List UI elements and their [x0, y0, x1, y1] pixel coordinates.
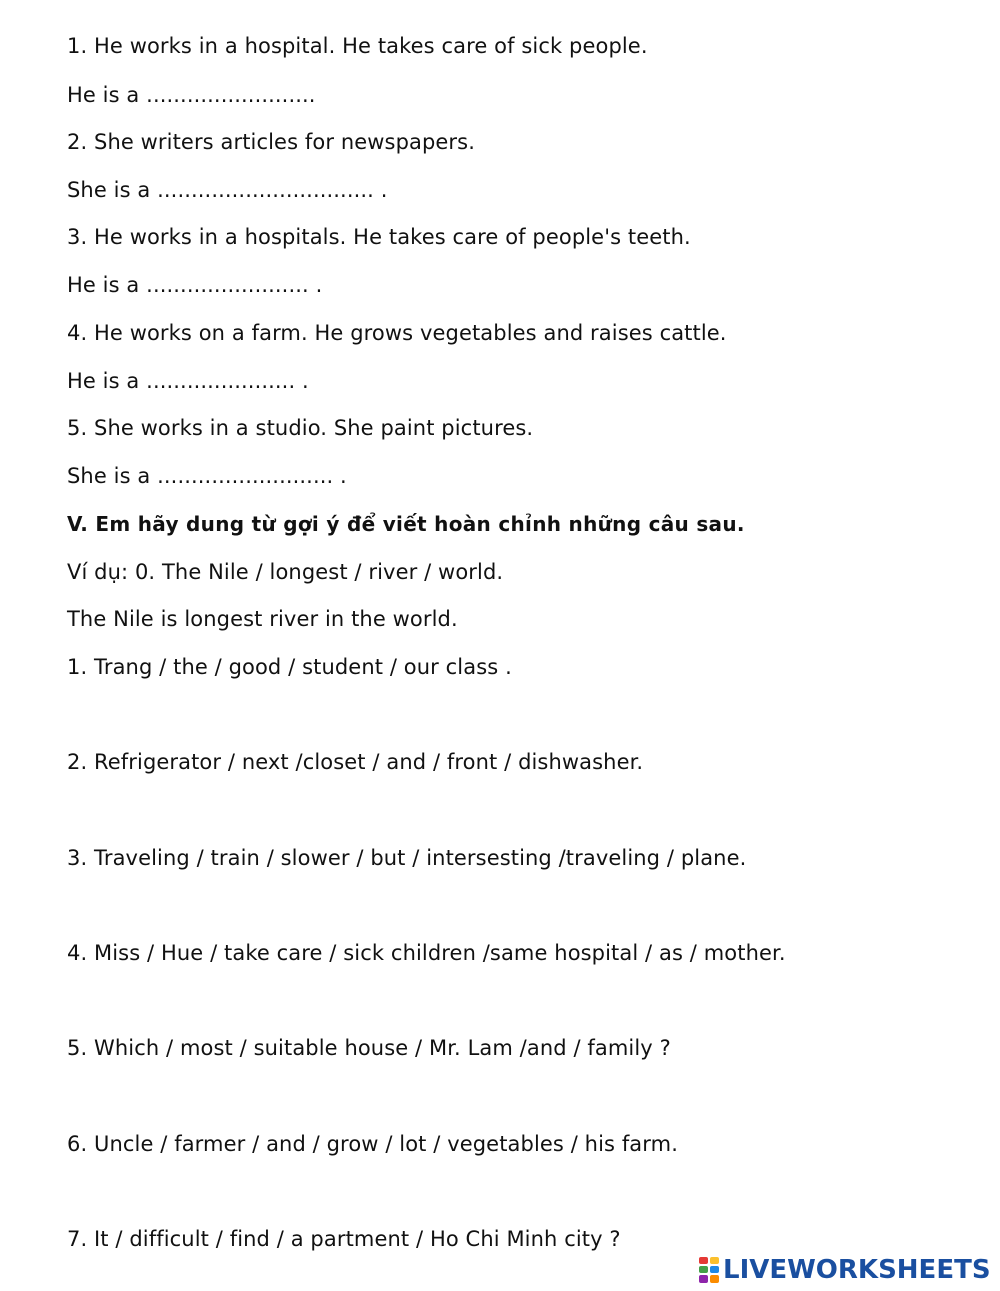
- prompt-item-6: 6. Uncle / farmer / and / grow / lot / vegetables / his farm.: [67, 1132, 678, 1156]
- question-4: 4. He works on a farm. He grows vegetables and raises cattle.: [67, 321, 727, 345]
- logo-block: [710, 1257, 719, 1264]
- logo-block: [699, 1275, 708, 1283]
- question-2: 2. She writers articles for newspapers.: [67, 130, 475, 154]
- logo-block: [710, 1266, 719, 1273]
- answer-line-3: He is a ........................ .: [67, 273, 323, 297]
- question-1: 1. He works in a hospital. He takes care of sick people.: [67, 34, 648, 58]
- answer-line-5: She is a .......................... .: [67, 464, 347, 488]
- answer-line-1: He is a .........................: [67, 83, 316, 107]
- liveworksheets-logo[interactable]: [698, 1254, 991, 1286]
- example-prompt: Ví dụ: 0. The Nile / longest / river / world.: [67, 560, 504, 584]
- prompt-item-2: 2. Refrigerator / next /closet / and / front / dishwasher.: [67, 750, 644, 774]
- prompt-item-3: 3. Traveling / train / slower / but / intersesting /traveling / plane.: [67, 846, 747, 870]
- liveworksheets-logo-icon: [698, 1256, 720, 1284]
- logo-block: [699, 1266, 708, 1273]
- prompt-item-1: 1. Trang / the / good / student / our class .: [67, 655, 512, 679]
- prompt-item-5: 5. Which / most / suitable house / Mr. Lam /and / family ?: [67, 1036, 671, 1060]
- prompt-item-4: 4. Miss / Hue / take care / sick children /same hospital / as / mother.: [67, 941, 786, 965]
- example-answer: The Nile is longest river in the world.: [67, 607, 458, 631]
- question-5: 5. She works in a studio. She paint pictures.: [67, 416, 534, 440]
- logo-block: [699, 1257, 708, 1264]
- prompt-item-7: 7. It / difficult / find / a partment / Ho Chi Minh city ?: [67, 1227, 621, 1251]
- answer-line-2: She is a ................................ .: [67, 178, 388, 202]
- section-v-heading: V. Em hãy dung từ gợi ý để viết hoàn chỉnh những câu sau.: [67, 512, 745, 536]
- logo-text: LIVEWORKSHEETS: [723, 1255, 991, 1285]
- answer-line-4: He is a ...................... .: [67, 369, 309, 393]
- logo-block: [710, 1275, 719, 1283]
- question-3: 3. He works in a hospitals. He takes care of people's teeth.: [67, 225, 691, 249]
